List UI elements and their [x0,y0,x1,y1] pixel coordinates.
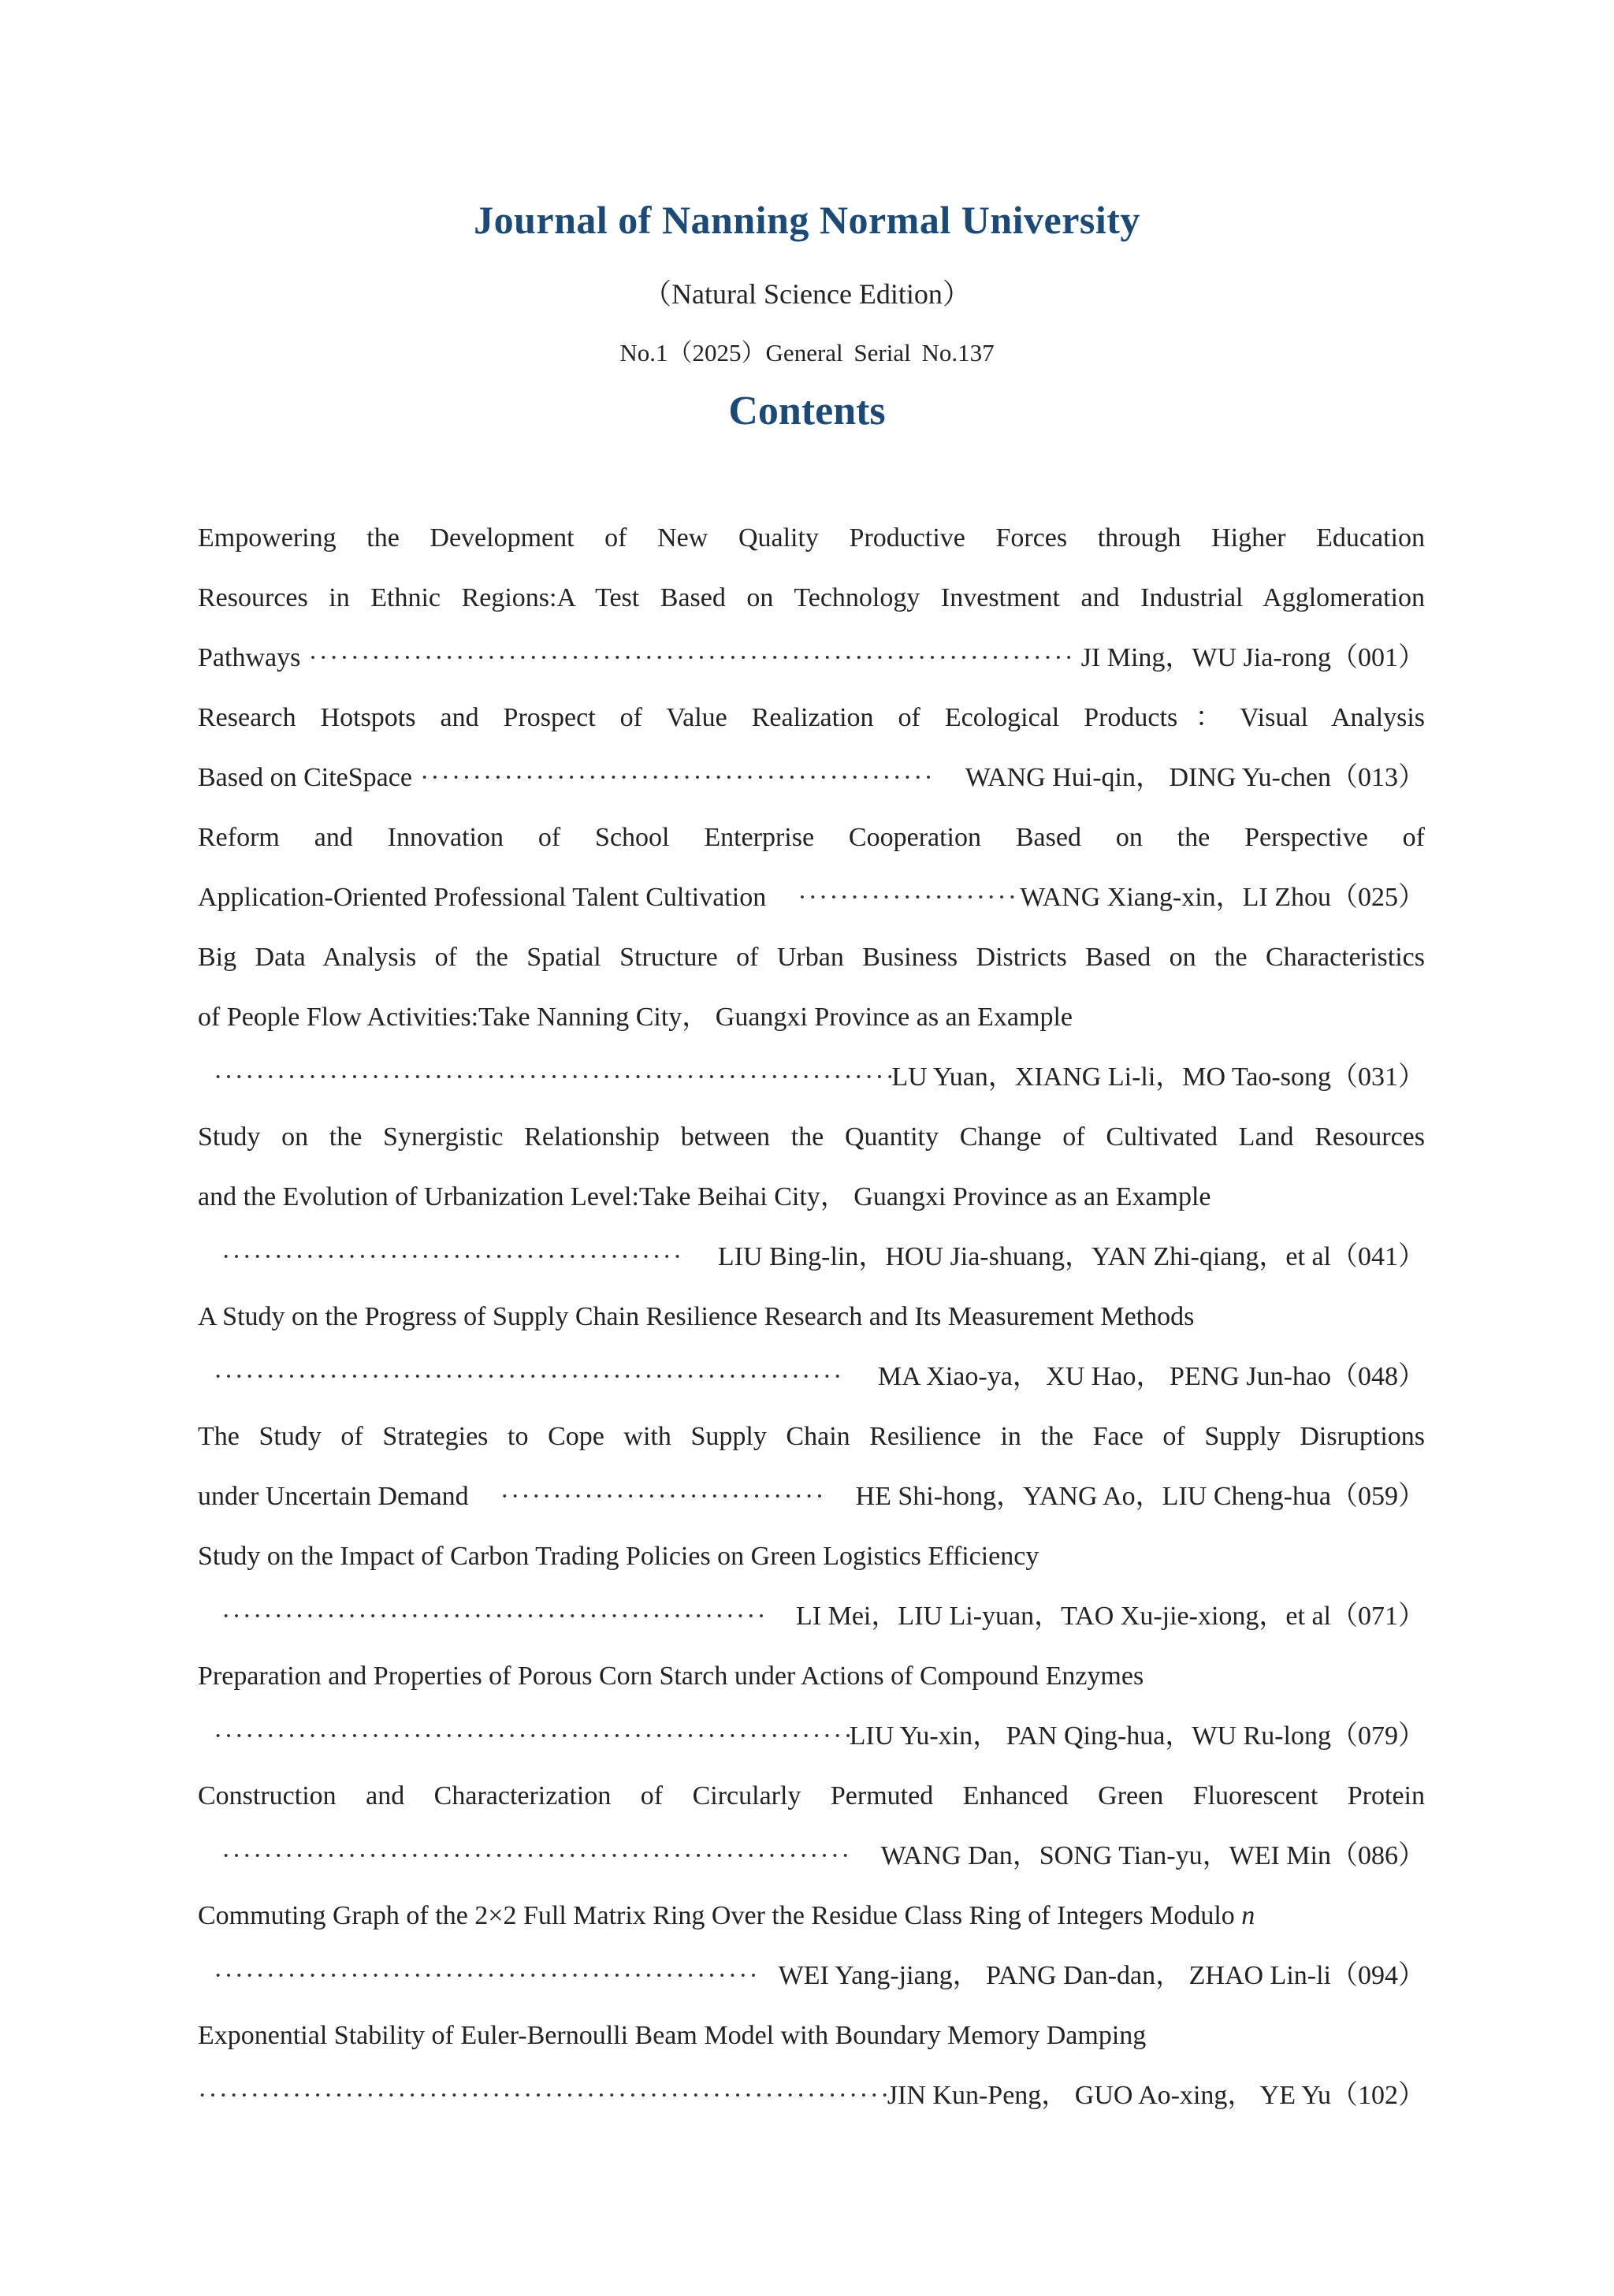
entry-title-tail: Application-Oriented Professional Talent Cultivation [198,883,767,912]
entry-page: （079） [1331,1721,1425,1751]
entry-authors: HE Shi-hong，YANG Ao，LIU Cheng-hua [855,1482,1331,1511]
entry-authors: LI Mei，LIU Li-yuan，TAO Xu-jie-xiong，et al [796,1602,1331,1631]
entry-title-tail: Pathways [198,643,301,672]
entry-title-line: Big Data Analysis of the Spatial Structure of Urban Business Districts Based on the Characteristics [198,943,1425,972]
edition-subtitle: （Natural Science Edition） [643,278,971,310]
journal-title: Journal of Nanning Normal University [474,198,1140,242]
entry-page: （041） [1331,1242,1425,1271]
leader-dots [214,1706,850,1766]
entry-authors: LU Yuan，XIANG Li-li，MO Tao-song [891,1062,1331,1092]
entry-authors: WEI Yang-jiang， PANG Dan-dan， ZHAO Lin-li [778,1961,1331,1990]
toc-entry[interactable] [198,1227,1425,1287]
entry-title-line: Construction and Characterization of Circularly Permuted Enhanced Green Fluorescent Protein [198,1781,1425,1810]
entry-page: （025） [1331,883,1425,912]
entry-page: （059） [1331,1482,1425,1511]
leader-dots [221,1227,686,1287]
leader-dots [420,748,934,808]
entry-page: （102） [1331,2081,1425,2110]
entry-title-line: Study on the Impact of Carbon Trading Policies on Green Logistics Efficiency [198,1542,1039,1571]
entry-title-line: A Study on the Progress of Supply Chain Resilience Research and Its Measurement Methods [198,1302,1195,1331]
entry-title-italic: n [1241,1901,1255,1930]
entry-title-line: Empowering the Development of New Quality Productive Forces through Higher Education [198,523,1425,553]
entry-title-line: Reform and Innovation of School Enterprise Cooperation Based on the Perspective of [198,823,1425,852]
toc-entry[interactable] [198,868,1425,928]
entry-page: （031） [1331,1062,1425,1092]
entry-title-line: Resources in Ethnic Regions:A Test Based on Technology Investment and Industrial Agglomeration [198,583,1425,612]
toc-entry[interactable] [198,1946,1425,2006]
leader-dots [214,1048,891,1107]
leader-dots [798,868,1020,928]
issue-info: No.1（2025）General Serial No.137 [619,339,995,367]
entry-title-line: Study on the Synergistic Relationship between the Quantity Change of Cultivated Land Resources [198,1122,1425,1152]
entry-page: （094） [1331,1961,1425,1990]
leader-dots [214,1347,846,1407]
toc-entry[interactable] [198,1706,1425,1766]
table-of-contents [198,508,1425,2126]
toc-entry[interactable] [198,1826,1425,1886]
entry-authors: WANG Hui-qin， DING Yu-chen [965,763,1331,792]
entry-authors: WANG Dan，SONG Tian-yu，WEI Min [880,1841,1331,1870]
toc-entry[interactable] [198,1587,1425,1647]
entry-authors: JI Ming，WU Jia-rong [1080,643,1331,672]
leader-dots [221,1826,850,1886]
entry-page: （071） [1331,1602,1425,1631]
entry-title-line [198,1886,1425,1946]
leader-dots [221,1587,764,1647]
entry-title-line: The Study of Strategies to Cope with Supply Chain Resilience in the Face of Supply Disruptions [198,1422,1425,1451]
entry-page: （086） [1331,1841,1425,1870]
entry-page: （013） [1331,763,1425,792]
leader-dots [198,2066,887,2126]
entry-title-tail: Based on CiteSpace [198,763,412,792]
toc-entry[interactable] [198,1467,1425,1527]
entry-title-tail: under Uncertain Demand [198,1482,469,1511]
leader-dots [500,1467,824,1527]
leader-dots [308,628,1073,688]
toc-entry[interactable] [198,1048,1425,1107]
contents-heading: Contents [728,389,886,434]
entry-title-line: and the Evolution of Urbanization Level:Take Beihai City， Guangxi Province as an Example [198,1182,1211,1211]
entry-page: （048） [1331,1362,1425,1391]
entry-authors: LIU Bing-lin，HOU Jia-shuang，YAN Zhi-qiang，et al [717,1242,1331,1271]
toc-entry[interactable] [198,628,1425,688]
toc-entry[interactable] [198,748,1425,808]
entry-title-text: Commuting Graph of the 2×2 Full Matrix Ring Over the Residue Class Ring of Integers Modulo [198,1901,1235,1930]
entry-authors: MA Xiao-ya， XU Hao， PENG Jun-hao [877,1362,1331,1391]
entry-authors: WANG Xiang-xin，LI Zhou [1020,883,1331,912]
entry-authors: JIN Kun-Peng， GUO Ao-xing， YE Yu [887,2081,1331,2110]
entry-title-line: Research Hotspots and Prospect of Value Realization of Ecological Products：Visual Analysis [198,703,1425,732]
entry-title-line: Exponential Stability of Euler-Bernoulli Beam Model with Boundary Memory Damping [198,2021,1147,2050]
entry-authors: LIU Yu-xin， PAN Qing-hua，WU Ru-long [849,1721,1331,1751]
leader-dots [214,1946,755,2006]
entry-title-line: of People Flow Activities:Take Nanning City， Guangxi Province as an Example [198,1003,1073,1032]
toc-entry[interactable] [198,1347,1425,1407]
entry-title-line: Preparation and Properties of Porous Corn Starch under Actions of Compound Enzymes [198,1662,1144,1691]
toc-entry[interactable] [198,2066,1425,2126]
entry-page: （001） [1331,643,1425,672]
